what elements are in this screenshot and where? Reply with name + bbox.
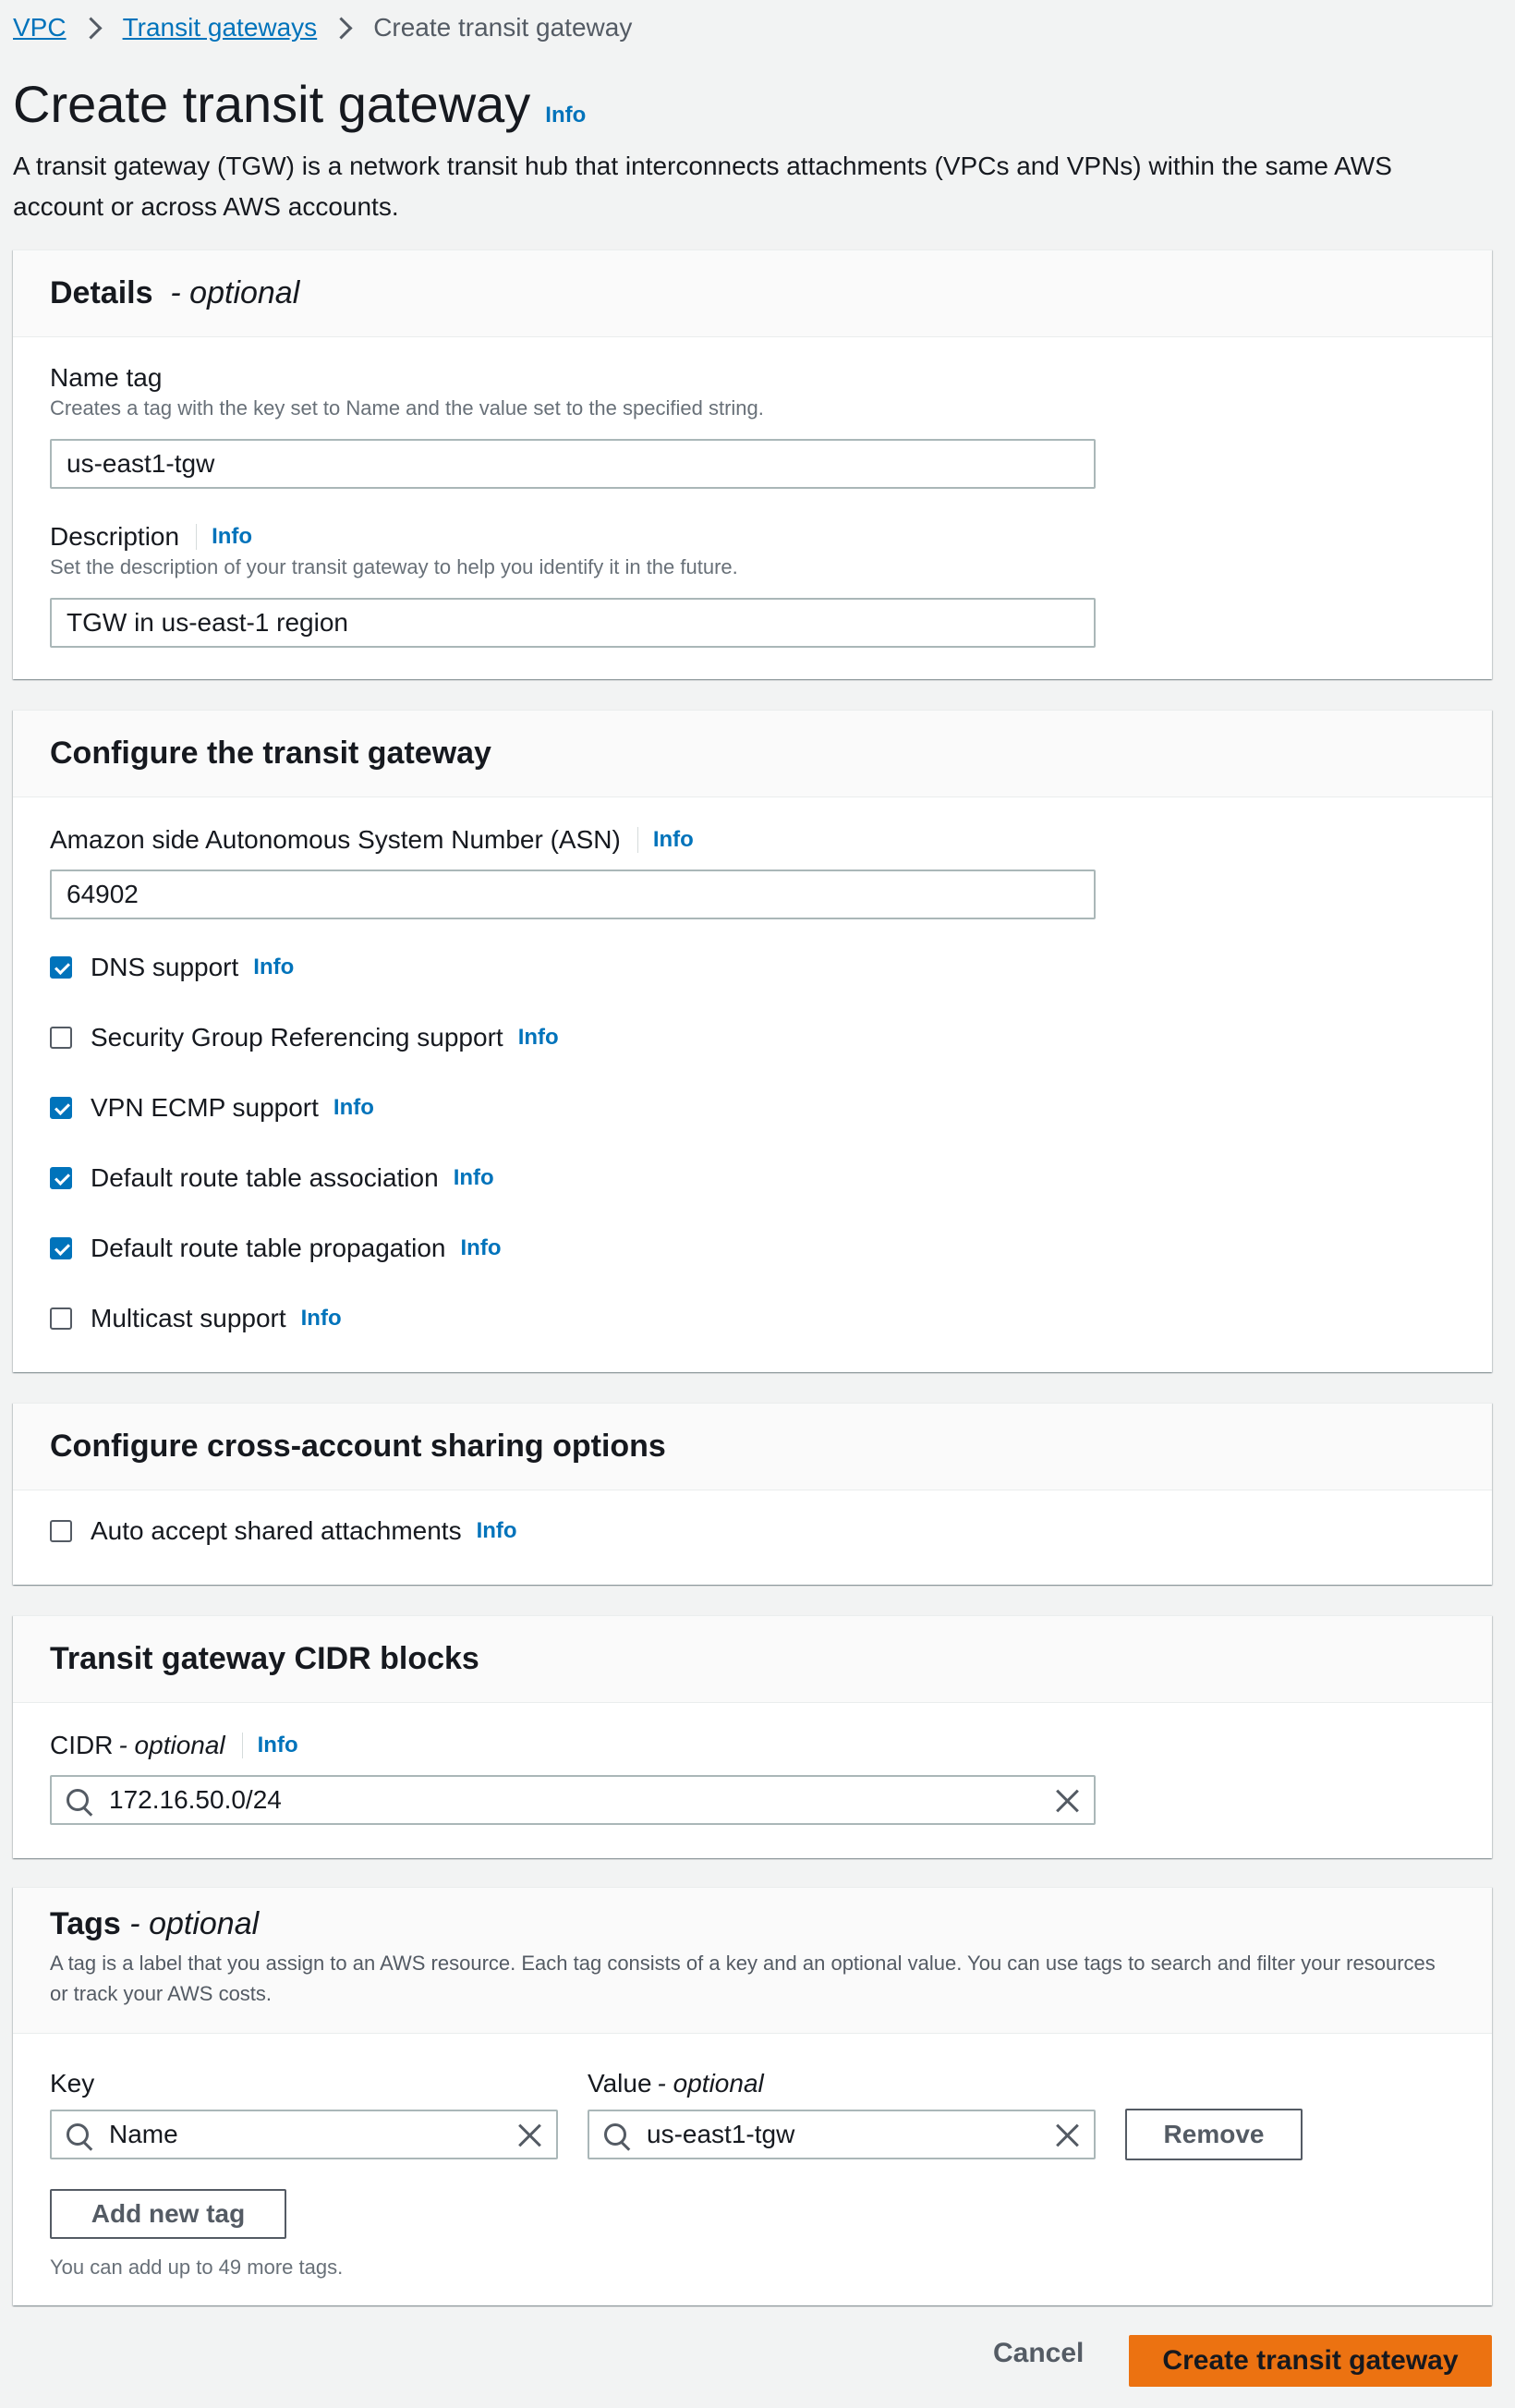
- description-info-link[interactable]: Info: [212, 524, 253, 549]
- tag-key-label: Key: [50, 2069, 95, 2098]
- cancel-button[interactable]: Cancel: [993, 2338, 1085, 2368]
- name-tag-input[interactable]: us-east1-tgw: [50, 439, 1096, 489]
- auto-accept-checkbox[interactable]: [50, 1520, 72, 1542]
- remove-tag-button[interactable]: Remove: [1125, 2109, 1303, 2160]
- dns-support-info-link[interactable]: Info: [253, 955, 295, 979]
- tag-key-value: Name: [109, 2120, 178, 2148]
- tags-header: [13, 1888, 1492, 2034]
- details-panel: [13, 249, 1492, 679]
- sg-referencing-info-link[interactable]: Info: [517, 1025, 559, 1050]
- default-rt-association-checkbox[interactable]: [50, 1167, 72, 1189]
- breadcrumb-current: Create transit gateway: [373, 13, 633, 42]
- default-rt-propagation-checkbox[interactable]: [50, 1237, 72, 1259]
- description-hint: Set the description of your transit gateway to help you identify it in the future.: [50, 555, 738, 578]
- multicast-label: Multicast support: [91, 1304, 286, 1332]
- sg-referencing-option[interactable]: [50, 1023, 559, 1052]
- tag-value-label: [588, 2069, 764, 2098]
- tags-title: Tags - optional: [50, 1906, 260, 1941]
- multicast-checkbox[interactable]: [50, 1307, 72, 1330]
- default-rt-association-info-link[interactable]: Info: [453, 1165, 494, 1190]
- details-title-optional: - optional: [170, 275, 300, 310]
- sharing-header: [13, 1404, 1492, 1490]
- cidr-label-text: CIDR: [50, 1731, 114, 1759]
- clear-icon[interactable]: [1055, 2122, 1081, 2148]
- multicast-option[interactable]: [50, 1304, 342, 1333]
- asn-label-text: Amazon side Autonomous System Number (ASN): [50, 825, 621, 854]
- search-icon: [604, 2123, 626, 2146]
- breadcrumb: [13, 13, 632, 43]
- vpn-ecmp-option[interactable]: [50, 1093, 374, 1123]
- description-input[interactable]: TGW in us-east-1 region: [50, 598, 1096, 648]
- chevron-right-icon: [79, 17, 102, 39]
- clear-icon[interactable]: [517, 2122, 543, 2148]
- tag-value-value: us-east1-tgw: [647, 2120, 795, 2148]
- details-title: Details - optional: [50, 275, 300, 310]
- sg-referencing-checkbox[interactable]: [50, 1027, 72, 1049]
- sg-referencing-label: Security Group Referencing support: [91, 1023, 503, 1052]
- default-rt-propagation-info-link[interactable]: Info: [460, 1235, 502, 1260]
- cidr-label: [50, 1731, 298, 1760]
- page-info-link[interactable]: Info: [545, 103, 587, 128]
- default-rt-association-label: Default route table association: [91, 1163, 439, 1192]
- create-transit-gateway-button[interactable]: Create transit gateway: [1129, 2335, 1492, 2387]
- dns-support-option[interactable]: [50, 953, 294, 982]
- multicast-info-link[interactable]: Info: [300, 1306, 342, 1331]
- tags-panel: [13, 1887, 1492, 2305]
- chevron-right-icon: [331, 17, 353, 39]
- page-description: A transit gateway (TGW) is a network transit hub that interconnects attachments (VPCs and VPNs) within the same AWS account or across AWS accounts.: [13, 152, 1392, 221]
- label-divider: [242, 1733, 243, 1758]
- default-rt-propagation-label: Default route table propagation: [91, 1234, 446, 1262]
- clear-icon[interactable]: [1055, 1788, 1081, 1814]
- default-rt-association-option[interactable]: [50, 1163, 494, 1193]
- tags-description: A tag is a label that you assign to an AWS resource. Each tag consists of a key and an optional value. You can use tags to search and filter your resources or track your AWS costs.: [50, 1952, 1436, 2005]
- sharing-title: Configure cross-account sharing options: [50, 1429, 666, 1464]
- page-header: [13, 74, 586, 134]
- breadcrumb-transit-gateways-link[interactable]: Transit gateways: [122, 13, 318, 42]
- name-tag-label: Name tag: [50, 363, 163, 392]
- cidr-header: [13, 1616, 1492, 1703]
- dns-support-checkbox[interactable]: [50, 956, 72, 979]
- asn-info-link[interactable]: Info: [652, 827, 694, 852]
- cidr-panel: [13, 1615, 1492, 1858]
- add-new-tag-button[interactable]: Add new tag: [50, 2189, 286, 2239]
- asn-input[interactable]: 64902: [50, 870, 1096, 919]
- page-title: Create transit gateway: [13, 75, 531, 133]
- auto-accept-option[interactable]: [50, 1516, 517, 1546]
- search-icon: [67, 2123, 89, 2146]
- auto-accept-label: Auto accept shared attachments: [91, 1516, 462, 1545]
- configure-header: [13, 711, 1492, 797]
- vpn-ecmp-label: VPN ECMP support: [91, 1093, 319, 1122]
- description-label: [50, 522, 738, 552]
- vpn-ecmp-info-link[interactable]: Info: [333, 1095, 374, 1120]
- cidr-title: Transit gateway CIDR blocks: [50, 1641, 479, 1676]
- cidr-input-value: 172.16.50.0/24: [109, 1785, 282, 1814]
- search-icon: [67, 1789, 89, 1811]
- dns-support-label: DNS support: [91, 953, 239, 981]
- configure-panel: [13, 710, 1492, 1372]
- description-label-text: Description: [50, 522, 180, 551]
- tag-key-input[interactable]: [50, 2110, 558, 2159]
- tag-value-input[interactable]: [588, 2110, 1096, 2159]
- tags-limit-hint: You can add up to 49 more tags.: [50, 2256, 344, 2279]
- auto-accept-info-link[interactable]: Info: [476, 1518, 517, 1543]
- cidr-info-link[interactable]: Info: [257, 1733, 298, 1757]
- sharing-panel: [13, 1403, 1492, 1585]
- tags-title-optional: - optional: [129, 1906, 260, 1941]
- configure-title: Configure the transit gateway: [50, 736, 491, 771]
- cidr-input[interactable]: [50, 1775, 1096, 1825]
- tag-value-label-optional: - optional: [657, 2069, 764, 2098]
- cidr-label-optional: - optional: [118, 1731, 225, 1759]
- label-divider: [637, 827, 638, 853]
- label-divider: [196, 524, 197, 550]
- details-header: [13, 250, 1492, 337]
- vpn-ecmp-checkbox[interactable]: [50, 1097, 72, 1119]
- breadcrumb-vpc-link[interactable]: VPC: [13, 13, 67, 42]
- default-rt-propagation-option[interactable]: [50, 1234, 501, 1263]
- name-tag-hint: Creates a tag with the key set to Name and the value set to the specified string.: [50, 396, 764, 420]
- asn-label: [50, 825, 694, 855]
- tag-value-label-text: Value: [588, 2069, 652, 2098]
